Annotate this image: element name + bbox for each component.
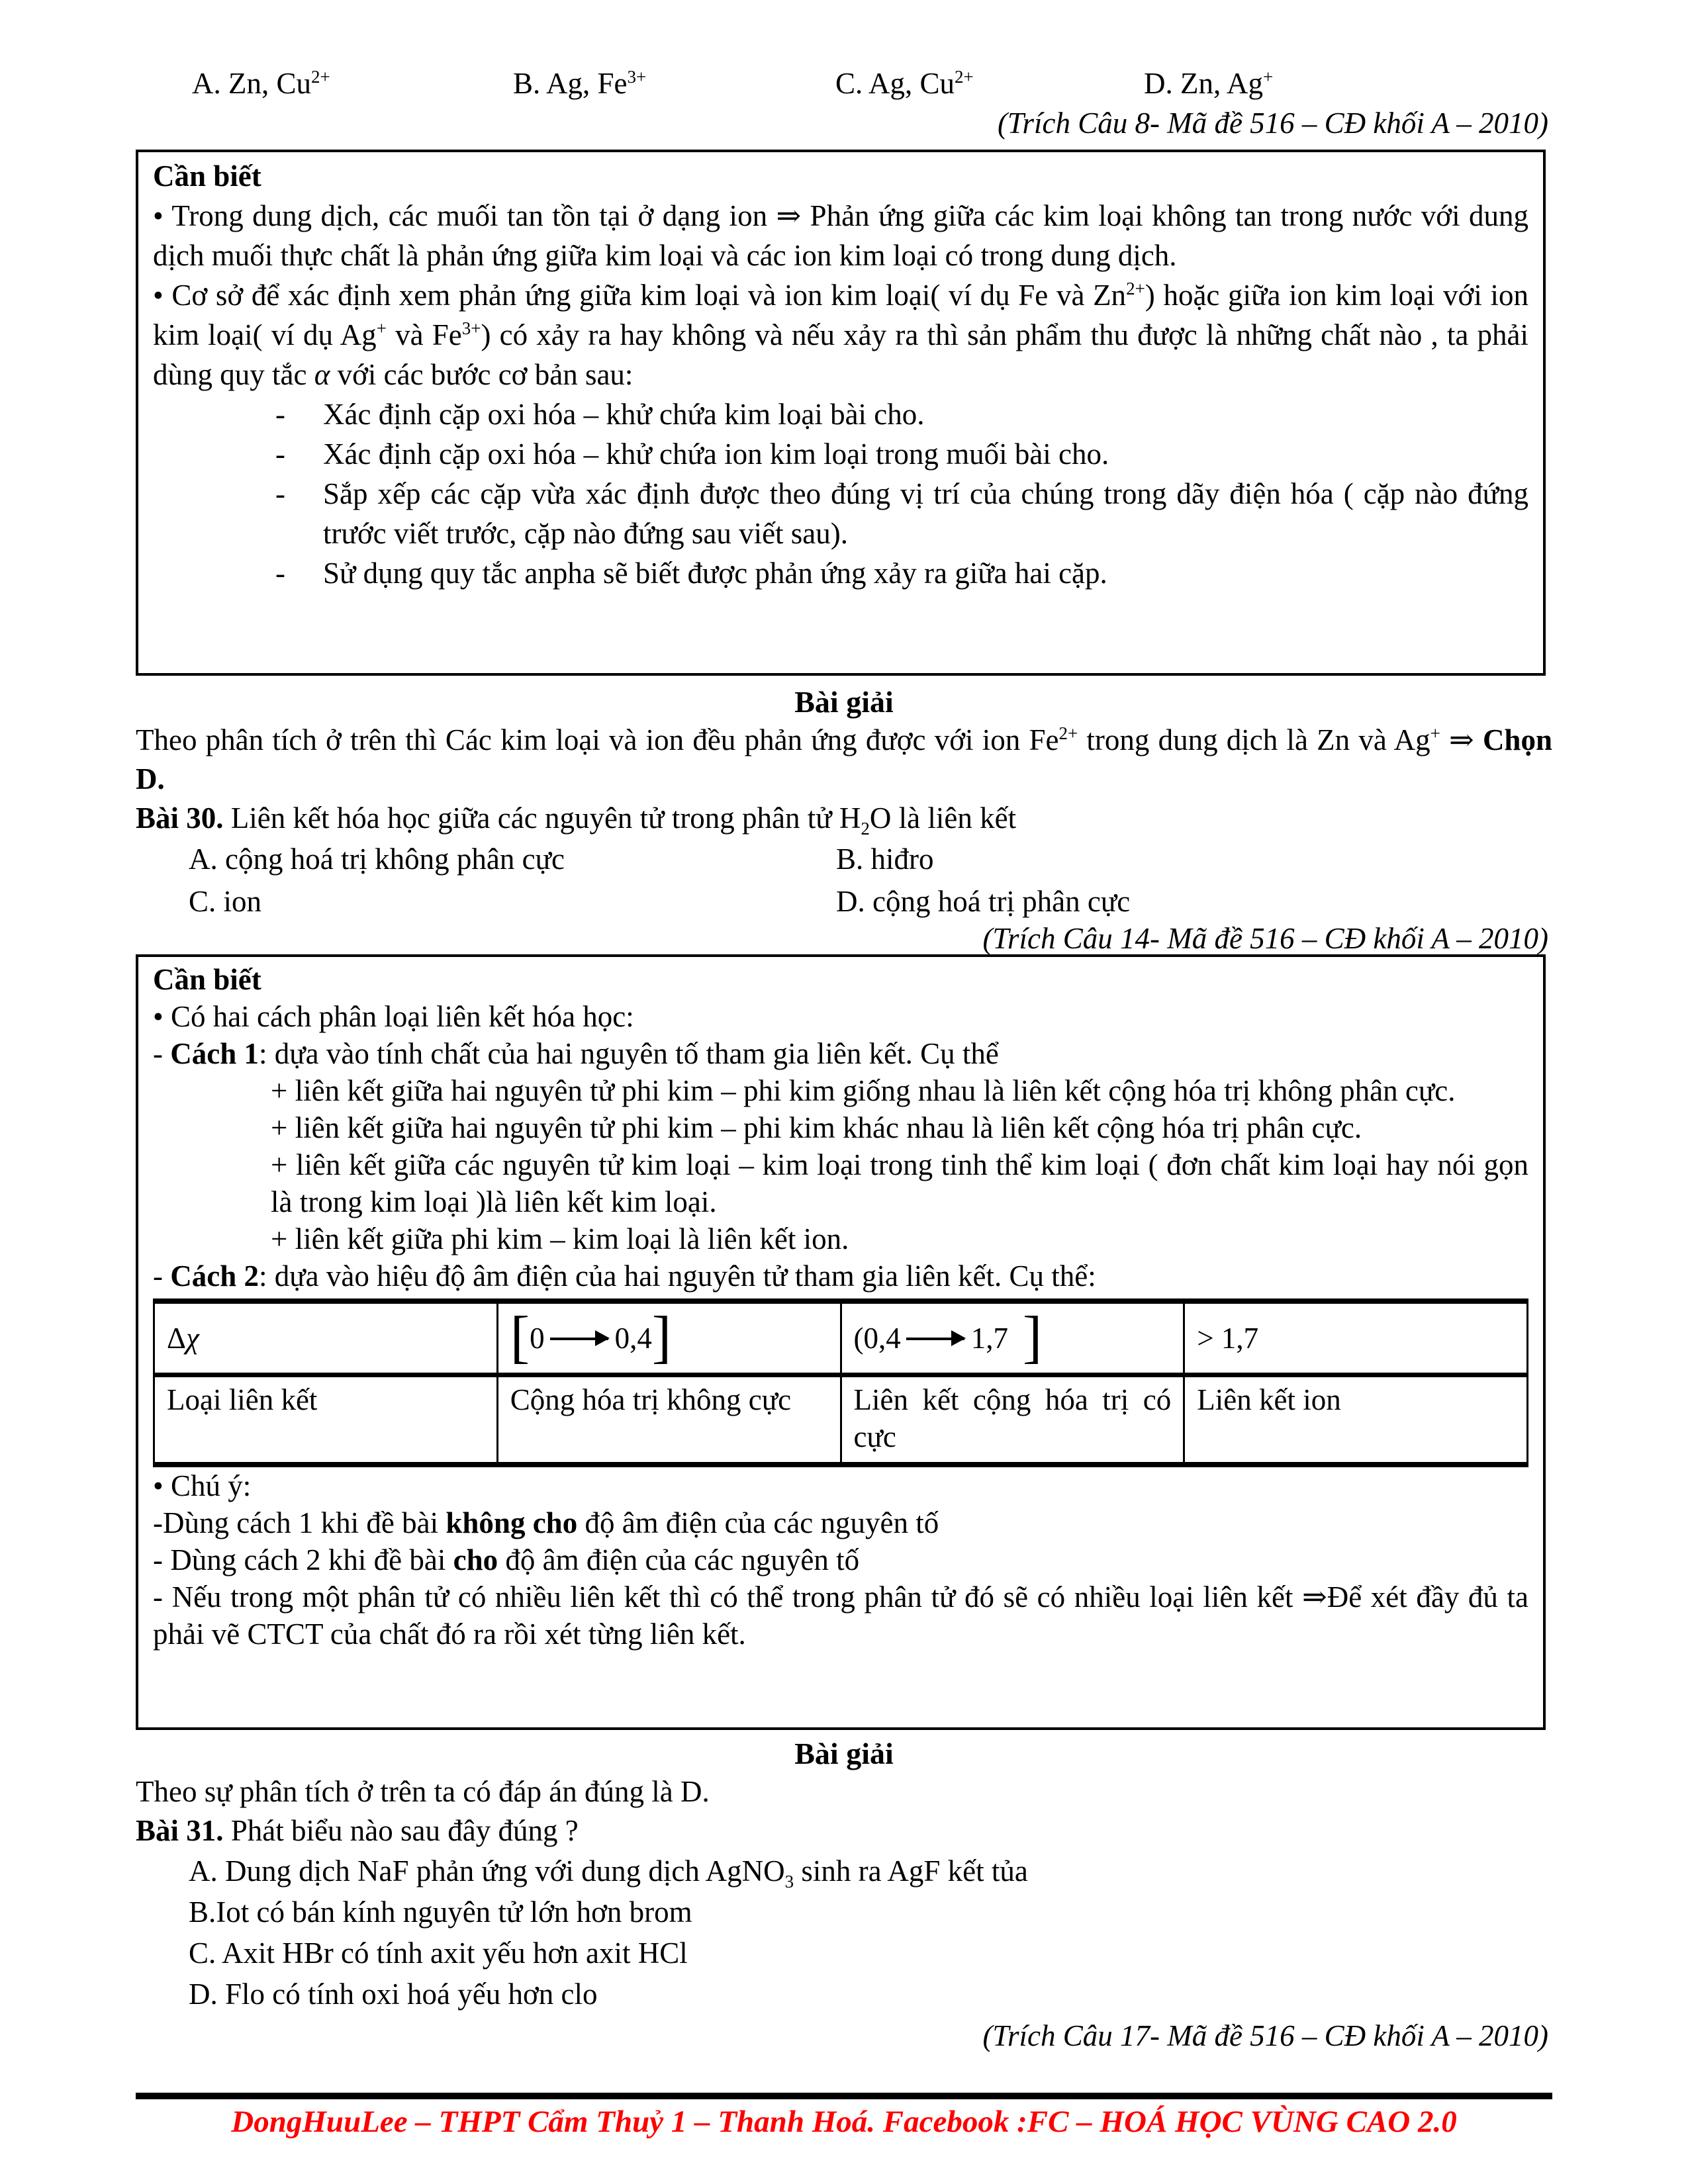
dash-marker: - [275,557,285,590]
box-title: Cần biết [153,963,261,996]
plus-item: + liên kết giữa hai nguyên tử phi kim – phi kim giống nhau là liên kết cộng hóa trị không phân cực. [271,1074,1456,1107]
question-30-stem: Bài 30. Liên kết hóa học giữa các nguyên tử trong phân tử $H_2O$ là liên kết [136,801,1017,839]
method-1-line: - Cách 1: dựa vào tính chất của hai nguyên tố tham gia liên kết. Cụ thể [153,1037,999,1070]
document-content [136,0,1552,2140]
solution-paragraph: Theo phân tích ở trên thì Các kim loại và ion đều phản ứng được với ion $Fe^{2+}$ trong dung dịch là Zn và Ag+ ⇒ Chọn D. [136,723,1552,796]
plus-item: + liên kết giữa hai nguyên tử phi kim – phi kim khác nhau là liên kết cộng hóa trị phân cực. [271,1111,1362,1144]
bullet-paragraph: • Trong dung dịch, các muối tan tồn tại ở dạng ion ⇒ Phản ứng giữa các kim loại không tan trong nước với dung dịch muối thực chất là phản ứng giữa kim loại và các ion kim loại có trong dung dịch. [153,199,1528,272]
method-2-line: - Cách 2: dựa vào hiệu độ âm điện của hai nguyên tử tham gia liên kết. Cụ thể: [153,1259,1096,1293]
step-item [275,394,1528,434]
answer-option-a: A. Zn, $Cu^{2+}$ [192,67,330,100]
step-text: Sử dụng quy tắc anpha sẽ biết được phản ứng xảy ra giữa hai cặp. [323,557,1107,590]
solution-heading: Bài giải [794,685,894,719]
table-header-row [154,1301,1528,1375]
dash-marker: - [275,437,285,471]
answer-option-d: D. Flo có tính oxi hoá yếu hơn clo [189,1978,598,2011]
step-item [275,434,1528,474]
bullet-paragraph: • Cơ sở để xác định xem phản ứng giữa kim loại và ion kim loại( ví dụ Fe và $Zn^{2+}$) hoặc giữa ion kim loại với ion kim loại( ví dụ Ag+ và $Fe^{3+}$) có xảy ra hay không và nếu xảy ra thì sản phẩm thu được là những chất nào , ta phải dùng quy tắc α với các bước cơ bản sau: [153,279,1528,391]
box-title: Cần biết [153,159,261,193]
table-body-row [154,1375,1528,1465]
table-cell-range-2: (0,4 1,7 ] [841,1301,1184,1375]
table-cell-bond-type: Loại liên kết [154,1375,498,1465]
answer-option-c: C. Axit HBr có tính axit yếu hơn axit HCl [189,1936,688,1970]
question-30-options-row [136,838,1552,880]
table-cell-range-1: [0 0,4] [497,1301,841,1375]
answer-option-b: B.Iot có bán kính nguyên tử lớn hơn brom [189,1895,692,1929]
step-text: Xác định cặp oxi hóa – khử chứa kim loại bài cho. [323,398,925,431]
step-item [275,474,1528,553]
answer-option-d: D. Zn, Ag+ [1144,67,1274,100]
answer-option-a: A. cộng hoá trị không phân cực [189,842,565,876]
answer-option-c: C. ion [189,885,262,918]
answer-option-d: D. cộng hoá trị phân cực [836,885,1131,918]
table-cell-range-3: > 1,7 [1184,1301,1528,1375]
plus-item: + liên kết giữa phi kim – kim loại là liên kết ion. [271,1222,849,1255]
table-cell-nonpolar: Cộng hóa trị không cực [497,1375,841,1465]
source-citation-q29: (Trích Câu 8- Mã đề 516 – CĐ khối A – 2010) [997,107,1548,140]
note-line: -Dùng cách 1 khi đề bài không cho độ âm điện của các nguyên tố [153,1506,939,1539]
solution-heading: Bài giải [794,1737,894,1770]
answer-option-a: A. Dung dịch NaF phản ứng với dung dịch AgNO$_3$ sinh ra AgF kết tủa [189,1854,1028,1891]
table-cell-delta-chi: Δχ [154,1301,498,1375]
table-cell-ionic: Liên kết ion [1184,1375,1528,1465]
table-cell-polar: Liên kết cộng hóa trị có cực [841,1375,1184,1465]
electronegativity-table [153,1298,1528,1467]
dash-marker: - [275,477,285,510]
answer-option-c: C. Ag, $Cu^{2+}$ [835,67,974,100]
note-title: • Chú ý: [153,1469,252,1502]
note-line: - Dùng cách 2 khi đề bài cho độ âm điện của các nguyên tố [153,1543,860,1576]
step-text: Xác định cặp oxi hóa – khử chứa ion kim loại trong muối bài cho. [323,437,1109,471]
source-citation-q31: (Trích Câu 17- Mã đề 516 – CĐ khối A – 2010) [982,2019,1548,2052]
answer-option-b: B. hiđro [836,842,934,876]
note-line: - Nếu trong một phân tử có nhiều liên kết thì có thể trong phân tử đó sẽ có nhiều loại liên kết ⇒Để xét đầy đủ ta phải vẽ CTCT của chất đó ra rồi xét từng liên kết. [153,1580,1528,1651]
question-29-options-row [136,64,1552,103]
question-30-options-row [136,880,1552,923]
answer-option-b: B. Ag, $Fe^{3+}$ [513,67,647,100]
footer-divider [136,2093,1552,2099]
plus-item: + liên kết giữa các nguyên tử kim loại – kim loại trong tinh thể kim loại ( đơn chất kim loại hay nói gọn là trong kim loại )là liên kết kim loại. [271,1148,1528,1218]
step-text: Sắp xếp các cặp vừa xác định được theo đúng vị trí của chúng trong dãy điện hóa ( cặp nào đứng trước viết trước, cặp nào đứng sau viết sau). [323,477,1528,550]
footer-credit: DongHuuLee – THPT Cẩm Thuỷ 1 – Thanh Hoá. Facebook :FC – HOÁ HỌC VÙNG CAO 2.0 [231,2105,1457,2139]
solution-paragraph: Theo sự phân tích ở trên ta có đáp án đúng là D. [136,1775,710,1808]
step-item [275,553,1528,593]
can-biet-box-1 [136,150,1546,676]
dash-marker: - [275,398,285,431]
question-31-stem: Bài 31. Phát biểu nào sau đây đúng ? [136,1814,579,1847]
source-citation-q30: (Trích Câu 14- Mã đề 516 – CĐ khối A – 2010) [982,922,1548,955]
bullet-paragraph: • Có hai cách phân loại liên kết hóa học: [153,1000,634,1033]
can-biet-box-2 [136,954,1546,1730]
